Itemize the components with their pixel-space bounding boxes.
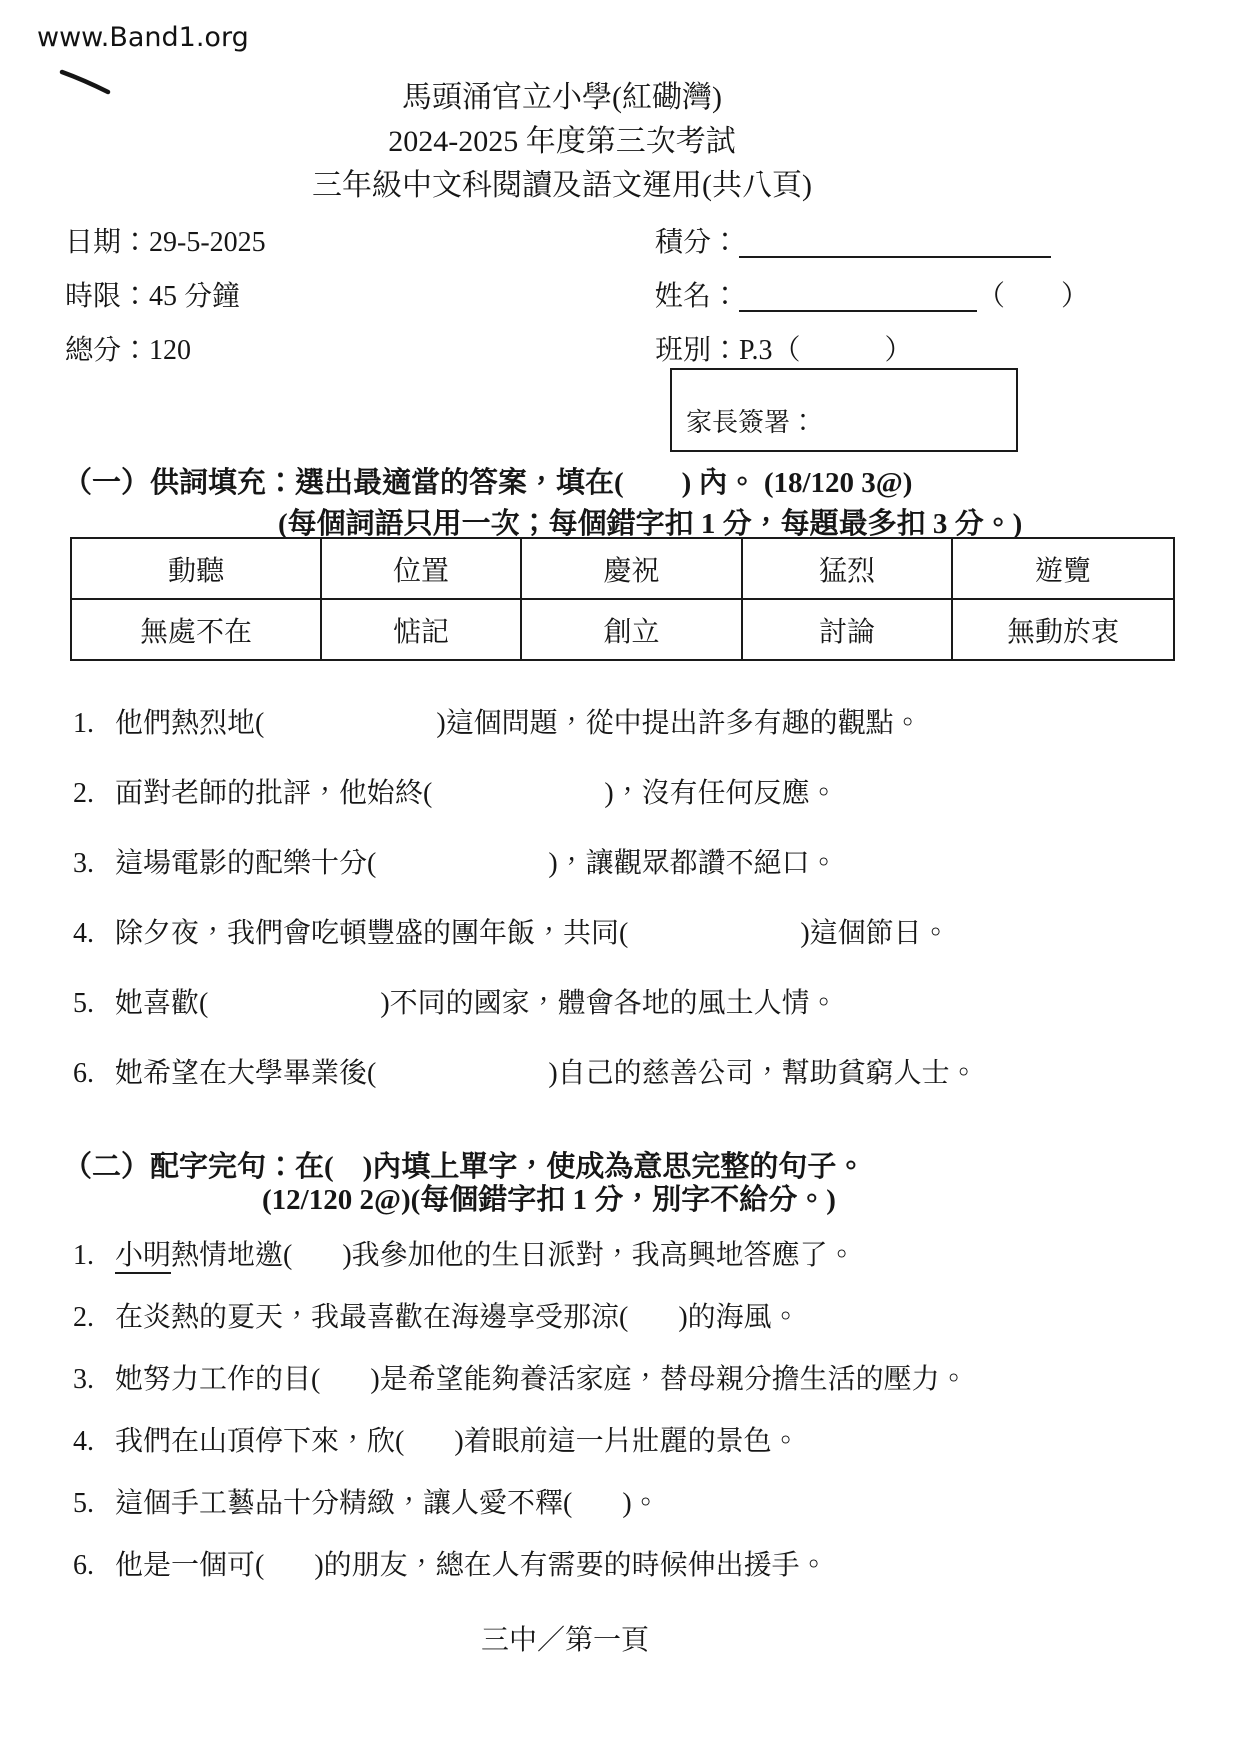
score-label: 積分： [655,227,740,258]
underlined-word: 小明 [115,1240,171,1274]
name-label: 姓名： [655,281,740,312]
question-number: 3. [73,1364,94,1395]
question-item [73,917,1223,950]
class-value: P.3 [739,335,773,366]
question-item [73,1239,1223,1272]
question-item [73,707,1223,740]
score-blank [739,256,1051,258]
name-paren: （ ） [977,281,1090,312]
exam-header [0,76,1124,208]
word-bank-cell: 慶祝 [521,538,742,599]
question-item [73,987,1223,1020]
section1-question-list [73,707,1223,1127]
question-item [73,847,1223,880]
time-limit-label: 時限： [65,281,150,312]
name-blank [739,310,977,312]
word-bank-row [71,538,1174,599]
question-number: 5. [73,1488,94,1519]
time-limit-row [65,274,240,314]
word-bank-table [70,537,1175,661]
word-bank-cell: 無動於衷 [952,599,1174,660]
word-bank-cell: 無處不在 [71,599,321,660]
question-item [73,1549,1223,1582]
section2-question-list [73,1239,1223,1611]
word-bank-cell: 惦記 [321,599,521,660]
question-item [73,777,1223,810]
score-row [655,220,1051,260]
question-item [73,1487,1223,1520]
question-number: 6. [73,1550,94,1581]
question-text: 小明熱情地邀( )我參加他的生日派對，我高興地答應了。 [115,1239,856,1272]
section2-heading: （二）配字完句：在( )內填上單字，使成為意思完整的句子。 [63,1151,866,1183]
question-text: 她希望在大學畢業後( )自己的慈善公司，幫助貧窮人士。 [115,1058,978,1089]
question-number: 2. [73,778,94,809]
question-item [73,1301,1223,1334]
question-text: 我們在山頂停下來，欣( )着眼前這一片壯麗的景色。 [115,1426,800,1457]
section2-subheading: (12/120 2@)(每個錯字扣 1 分，別字不給分。) [262,1184,836,1216]
question-number: 4. [73,918,94,949]
question-text: 面對老師的批評，他始終( )，沒有任何反應。 [115,778,838,809]
question-number: 2. [73,1302,94,1333]
question-number: 1. [73,708,94,739]
word-bank-cell: 創立 [521,599,742,660]
section1-heading: （一）供詞填充：選出最適當的答案，填在( ) 內。 (18/120 3@) [63,467,913,499]
word-bank-cell: 猛烈 [742,538,952,599]
date-value: 29-5-2025 [149,227,266,258]
question-number: 5. [73,988,94,1019]
parent-signature-label: 家長簽署： [686,408,817,437]
parent-signature-box [670,368,1018,452]
name-row [655,274,1089,314]
question-number: 1. [73,1240,94,1271]
total-marks-row [65,328,191,368]
question-number: 3. [73,848,94,879]
paper-title: 三年級中文科閱讀及語文運用(共八頁) [312,169,812,202]
word-bank-row [71,599,1174,660]
class-label: 班別： [655,335,740,366]
question-text: 除夕夜，我們會吃頓豐盛的團年飯，共同( )這個節日。 [115,918,950,949]
watermark-url: www.Band1.org [37,22,249,53]
question-item [73,1057,1223,1090]
question-text: 她喜歡( )不同的國家，體會各地的風土人情。 [115,988,838,1019]
question-number: 6. [73,1058,94,1089]
date-row [65,220,266,260]
exam-title: 2024-2025 年度第三次考試 [388,125,736,158]
question-text: 這場電影的配樂十分( )，讓觀眾都讚不絕口。 [115,848,838,879]
question-item [73,1425,1223,1458]
question-number: 4. [73,1426,94,1457]
class-paren: （ ） [772,335,913,366]
word-bank-cell: 討論 [742,599,952,660]
question-text: 這個手工藝品十分精緻，讓人愛不釋( )。 [115,1488,660,1519]
question-item [73,1363,1223,1396]
word-bank-cell: 位置 [321,538,521,599]
question-text: 他是一個可( )的朋友，總在人有需要的時候伸出援手。 [115,1550,828,1581]
page-footer: 三中／第一頁 [480,1625,649,1656]
question-text: 他們熱烈地( )這個問題，從中提出許多有趣的觀點。 [115,708,922,739]
class-row [655,328,913,368]
date-label: 日期： [65,227,150,258]
total-marks-label: 總分： [65,335,150,366]
word-bank-cell: 遊覽 [952,538,1174,599]
total-marks-value: 120 [149,335,192,366]
school-name: 馬頭涌官立小學(紅磡灣) [402,81,722,114]
section1-subheading: (每個詞語只用一次；每個錯字扣 1 分，每題最多扣 3 分。) [278,508,1023,540]
time-limit-value: 45 分鐘 [149,281,241,312]
question-text: 她努力工作的目( )是希望能夠養活家庭，替母親分擔生活的壓力。 [115,1364,968,1395]
word-bank-cell: 動聽 [71,538,321,599]
question-text: 在炎熱的夏天，我最喜歡在海邊享受那涼( )的海風。 [115,1302,800,1333]
